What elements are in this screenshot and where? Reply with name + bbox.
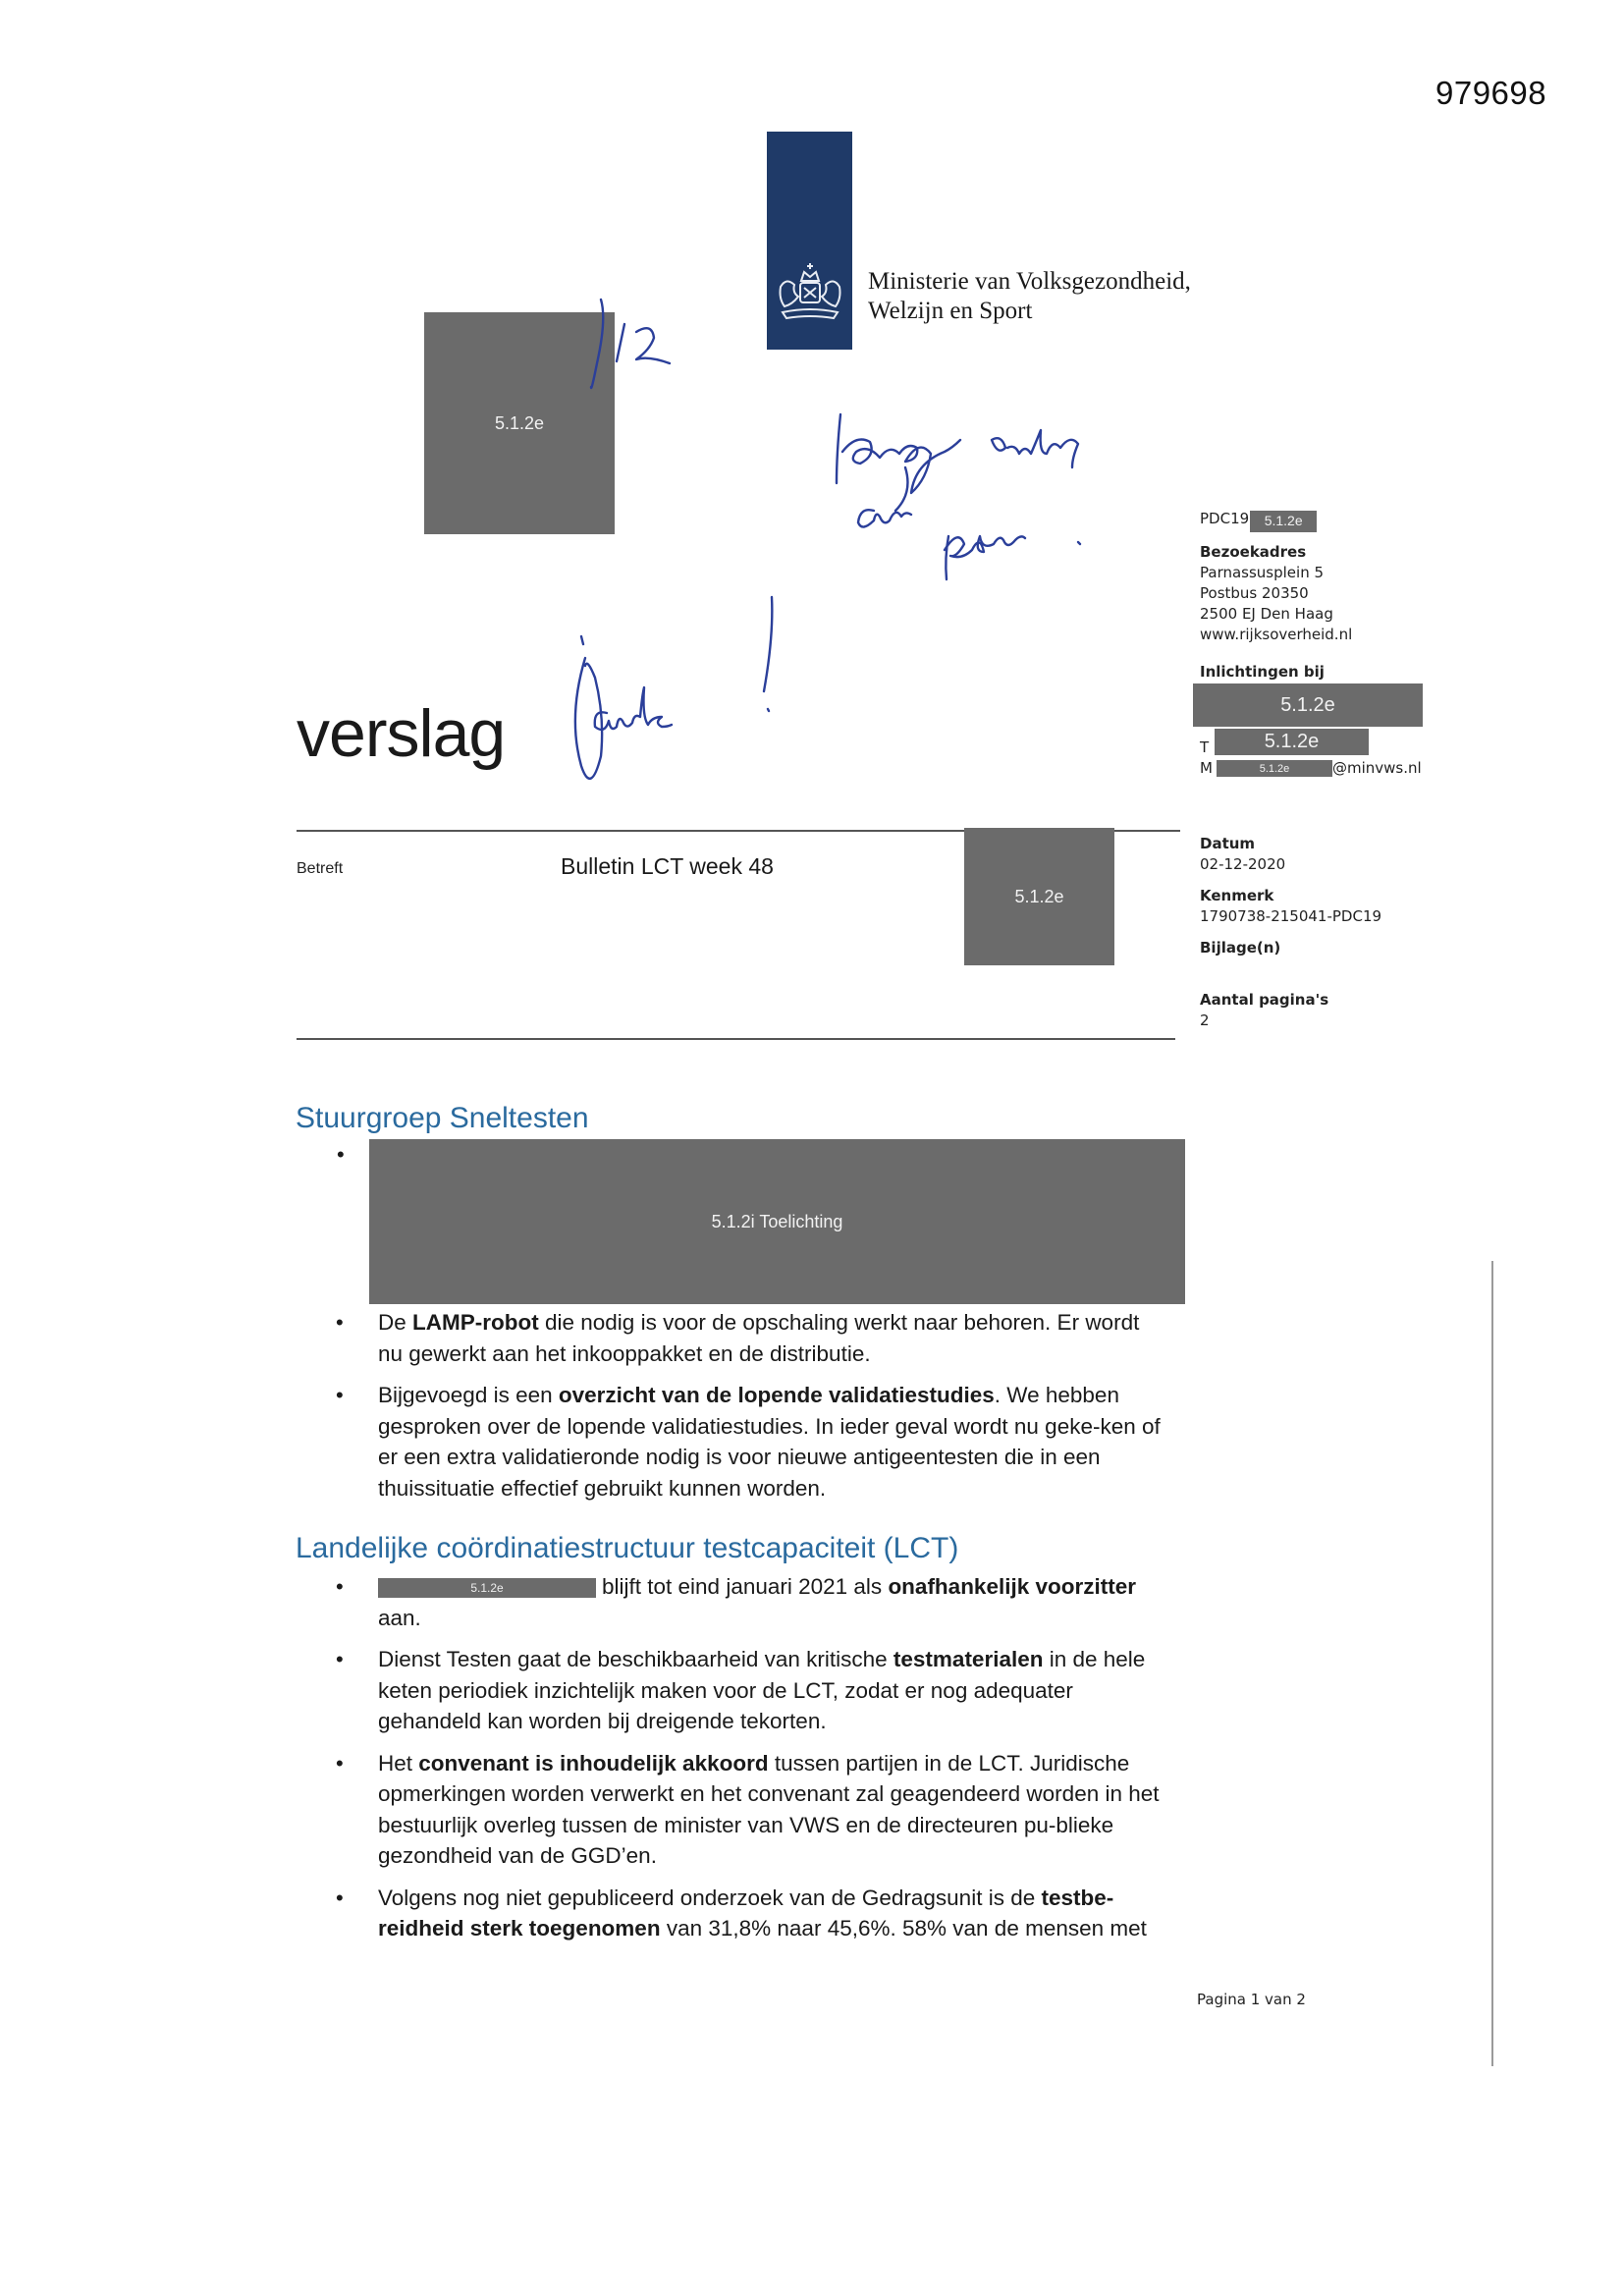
kenmerk-block: Kenmerk 1790738-215041-PDC19 — [1200, 887, 1382, 925]
document-type-title: verslag — [297, 696, 506, 771]
list-item: • Dienst Testen gaat de beschikbaarheid van kritische testmaterialen in de hele keten periodiek inzichtelijk maken voor de LCT, zodat er nog adequater gehandeld kan worden bij dreigende tekorten. — [336, 1647, 1146, 1733]
email-domain: @minvws.nl — [1332, 759, 1422, 777]
mail-prefix: M — [1200, 759, 1213, 777]
sidebar-address: Bezoekadres Parnassusplein 5 Postbus 20350 2500 EJ Den Haag www.rijksoverheid.nl — [1200, 543, 1353, 643]
subject-label: Betreft — [297, 860, 344, 877]
paginas-value: 2 — [1200, 1011, 1210, 1029]
section-list-lct — [334, 1571, 1168, 1955]
redaction-toelichting: 5.1.2i Toelichting — [369, 1139, 1185, 1304]
website-link[interactable]: www.rijksoverheid.nl — [1200, 626, 1353, 643]
rijksoverheid-logo — [767, 132, 852, 350]
date-value: 02-12-2020 — [1200, 855, 1286, 873]
date-block: Datum 02-12-2020 — [1200, 835, 1286, 873]
coat-of-arms-icon — [775, 261, 845, 322]
redaction-inlichtingen: 5.1.2e — [1193, 683, 1423, 727]
redaction-subject: 5.1.2e — [964, 828, 1114, 965]
redaction-top-left: 5.1.2e — [424, 312, 615, 534]
page-number: Pagina 1 van 2 — [1197, 1991, 1306, 2008]
redaction-phone: 5.1.2e — [1215, 729, 1369, 755]
bijlagen-label: Bijlage(n) — [1200, 939, 1281, 957]
redaction-chair-name: 5.1.2e — [378, 1578, 596, 1598]
redaction-email: 5.1.2e — [1217, 760, 1332, 777]
scan-edge-line — [1491, 1261, 1493, 2066]
phone-prefix: T — [1200, 738, 1210, 756]
paginas-block: Aantal pagina's 2 — [1200, 991, 1329, 1029]
list-item: • De LAMP-robot die nodig is voor de opschaling werkt naar behoren. Er wordt nu gewerkt aan het inkooppakket en de distributie. — [336, 1310, 1140, 1366]
list-item: • Het convenant is inhoudelijk akkoord tussen partijen in de LCT. Juridische opmerkingen worden verwerkt en het convenant zal geagendeerd worden in het bestuurlijk overleg tussen de minister van VWS en de directeuren pu-blieke gezondheid van de GGD’en. — [336, 1750, 1160, 1868]
list-item: • Volgens nog niet gepubliceerd onderzoek van de Gedragsunit is de testbe-reidheid sterk toegenomen van 31,8% naar 45,6%. 58% van de mensen met — [336, 1885, 1147, 1941]
sidebar-pdc: PDC19 5.1.2e — [1200, 509, 1317, 532]
subject-value: Bulletin LCT week 48 — [561, 853, 774, 879]
list-item: • 5.1.2e blijft tot eind januari 2021 als onafhankelijk voorzitter aan. — [336, 1574, 1136, 1630]
list-item: • Bijgevoegd is een overzicht van de lopende validatiestudies. We hebben gesproken over de lopende validatiestudies. In ieder geval wordt nu geke-ken of er een extra validatieronde nodig is voor nieuwe antigeentesten die in een thuissituatie effectief gebruikt kunnen worden. — [336, 1383, 1161, 1501]
section-heading-lct: Landelijke coördinatiestructuur testcapaciteit (LCT) — [296, 1532, 959, 1564]
section-heading-sneltesten: Stuurgroep Sneltesten — [296, 1102, 589, 1134]
bullet-redacted: • — [337, 1142, 345, 1167]
divider-bottom — [297, 1038, 1175, 1040]
kenmerk-value: 1790738-215041-PDC19 — [1200, 907, 1382, 925]
ministry-name: Ministerie van Volksgezondheid, Welzijn en Sport — [868, 268, 1191, 324]
document-number: 979698 — [1435, 75, 1547, 111]
inlichtingen-label: Inlichtingen bij — [1200, 663, 1325, 681]
section-list-sneltesten — [334, 1307, 1168, 1514]
redaction-pdc: 5.1.2e — [1250, 511, 1317, 532]
